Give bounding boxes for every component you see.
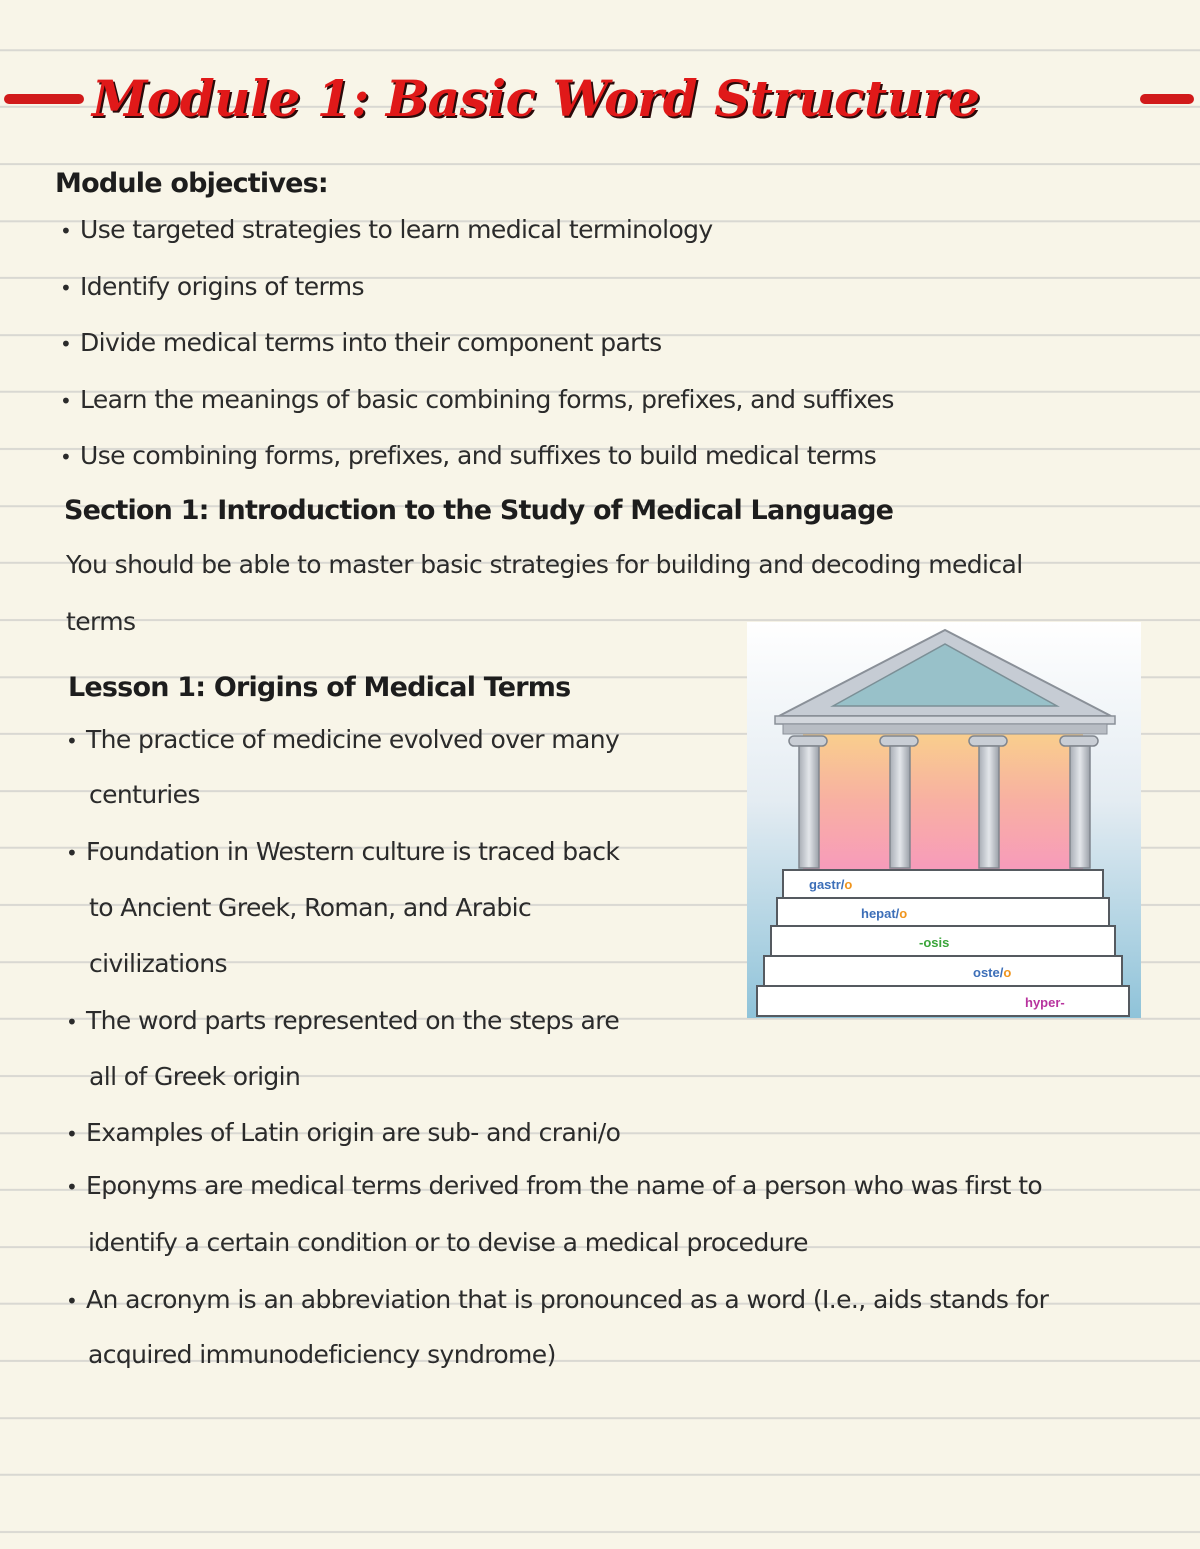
lesson-bullet: • The word parts represented on the steps are — [66, 1005, 619, 1038]
bullet-icon: • — [60, 445, 72, 469]
bullet-icon: • — [60, 276, 72, 300]
objectives-heading: Module objectives: — [55, 168, 328, 199]
bullet-icon: • — [60, 332, 72, 356]
lesson-bullet-continuation: to Ancient Greek, Roman, and Arabic — [89, 893, 532, 922]
greek-temple-illustration — [747, 622, 1141, 1018]
objective-item: • Learn the meanings of basic combining forms, prefixes, and suffixes — [60, 384, 894, 417]
section-1-body-line: You should be able to master basic strategies for building and decoding medical — [66, 550, 1023, 579]
objective-item: • Use combining forms, prefixes, and suffixes to build medical terms — [60, 440, 876, 473]
page-title: Module 1: Basic Word Structure — [92, 69, 980, 128]
bullet-icon: • — [66, 841, 78, 865]
lesson-1-heading: Lesson 1: Origins of Medical Terms — [68, 672, 571, 703]
objective-item: • Use targeted strategies to learn medical terminology — [60, 214, 713, 247]
temple-architrave — [783, 724, 1107, 734]
bullet-icon: • — [66, 1175, 78, 1199]
lesson-bullet: • Foundation in Western culture is traced back — [66, 836, 619, 869]
objective-item: • Divide medical terms into their component parts — [60, 327, 662, 360]
title-decor-bar-left — [4, 94, 84, 104]
step-label-hyper: hyper- — [1025, 995, 1065, 1010]
lesson-bullet: • Eponyms are medical terms derived from the name of a person who was first to — [66, 1170, 1042, 1203]
temple-step — [777, 898, 1109, 926]
bullet-icon: • — [60, 219, 72, 243]
step-label-osteo: oste/o — [973, 965, 1012, 980]
bullet-icon: • — [66, 1289, 78, 1313]
temple-step — [764, 956, 1122, 986]
step-label-gastro: gastr/o — [809, 877, 853, 892]
bullet-icon: • — [60, 389, 72, 413]
title-decor-bar-right — [1140, 94, 1194, 104]
title-row — [0, 60, 1200, 140]
section-1-body-line: terms — [66, 607, 136, 636]
temple-step — [757, 986, 1129, 1016]
lesson-bullet-continuation: centuries — [89, 780, 200, 809]
bullet-icon: • — [66, 1010, 78, 1034]
bullet-icon: • — [66, 729, 78, 753]
temple-inner-wall — [803, 732, 1083, 870]
lesson-bullet-continuation: all of Greek origin — [89, 1062, 301, 1091]
lesson-bullet: • Examples of Latin origin are sub- and crani/o — [66, 1117, 620, 1150]
step-label-osis: -osis — [919, 935, 950, 950]
section-1-heading: Section 1: Introduction to the Study of Medical Language — [64, 495, 894, 526]
lesson-bullet: • The practice of medicine evolved over many — [66, 724, 619, 757]
lesson-bullet-continuation: identify a certain condition or to devise a medical procedure — [88, 1228, 808, 1257]
lesson-bullet-continuation: acquired immunodeficiency syndrome) — [88, 1340, 556, 1369]
temple-entablature — [775, 716, 1115, 724]
step-label-hepato: hepat/o — [861, 906, 908, 921]
lesson-bullet-continuation: civilizations — [89, 949, 227, 978]
bullet-icon: • — [66, 1122, 78, 1146]
objective-item: • Identify origins of terms — [60, 271, 364, 304]
lesson-bullet: • An acronym is an abbreviation that is pronounced as a word (I.e., aids stands for — [66, 1284, 1048, 1317]
